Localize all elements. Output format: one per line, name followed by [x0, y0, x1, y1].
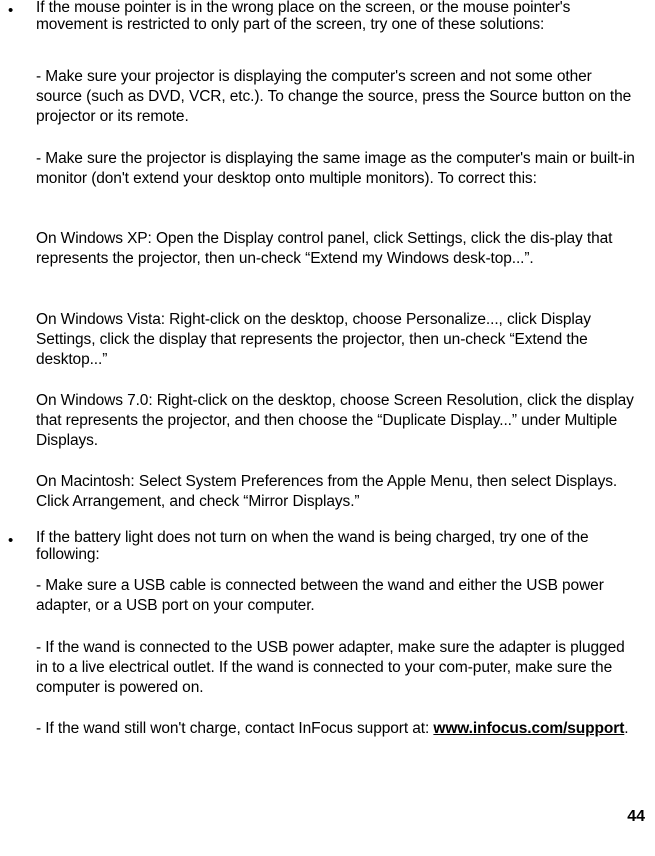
usb-cable-tip: - Make sure a USB cable is connected between the wand and either the USB power adapter, or a USB port on your computer.: [36, 577, 604, 614]
support-suffix: .: [624, 720, 629, 737]
bullet-marker: •: [8, 532, 14, 549]
page-number: 44: [627, 808, 645, 825]
bullet-marker: •: [8, 2, 14, 19]
windows-7-instructions: On Windows 7.0: Right-click on the desktop, choose Screen Resolution, click the display that represents the projector, and then choose the “Duplicate Display...” under Multiple Displays.: [36, 392, 634, 449]
support-link[interactable]: www.infocus.com/support: [433, 720, 625, 737]
source-tip: - Make sure your projector is displaying the computer's screen and not some other source (such as DVD, VCR, etc.). To change the source, press the Source button on the projector or its remote.: [36, 68, 632, 125]
macintosh-instructions: On Macintosh: Select System Preferences from the Apple Menu, then select Displays. Click Arrangement, and check “Mirror Displays.”: [36, 473, 618, 510]
windows-xp-instructions: On Windows XP: Open the Display control panel, click Settings, click the dis-play that represents the projector, then un-check “Extend my Windows desk-top...”.: [36, 230, 613, 267]
support-tip: [36, 719, 636, 739]
support-prefix: - If the wand still won't charge, contact InFocus support at:: [36, 720, 434, 737]
windows-vista-instructions: On Windows Vista: Right-click on the desktop, choose Personalize..., click Display Settings, click the display that represents the projector, then un-check “Extend the desktop...”: [36, 311, 591, 368]
battery-light-intro: If the battery light does not turn on when the wand is being charged, try one of the following:: [36, 529, 589, 563]
adapter-tip: - If the wand is connected to the USB power adapter, make sure the adapter is plugged in to a live electrical outlet. If the wand is connected to your com-puter, make sure the computer is powered on.: [36, 639, 625, 696]
mouse-pointer-intro: If the mouse pointer is in the wrong place on the screen, or the mouse pointer's movement is restricted to only part of the screen, try one of these solutions:: [36, 0, 571, 33]
display-tip: - Make sure the projector is displaying the same image as the computer's main or built-in monitor (don't extend your desktop onto multiple monitors). To correct this:: [36, 150, 635, 187]
